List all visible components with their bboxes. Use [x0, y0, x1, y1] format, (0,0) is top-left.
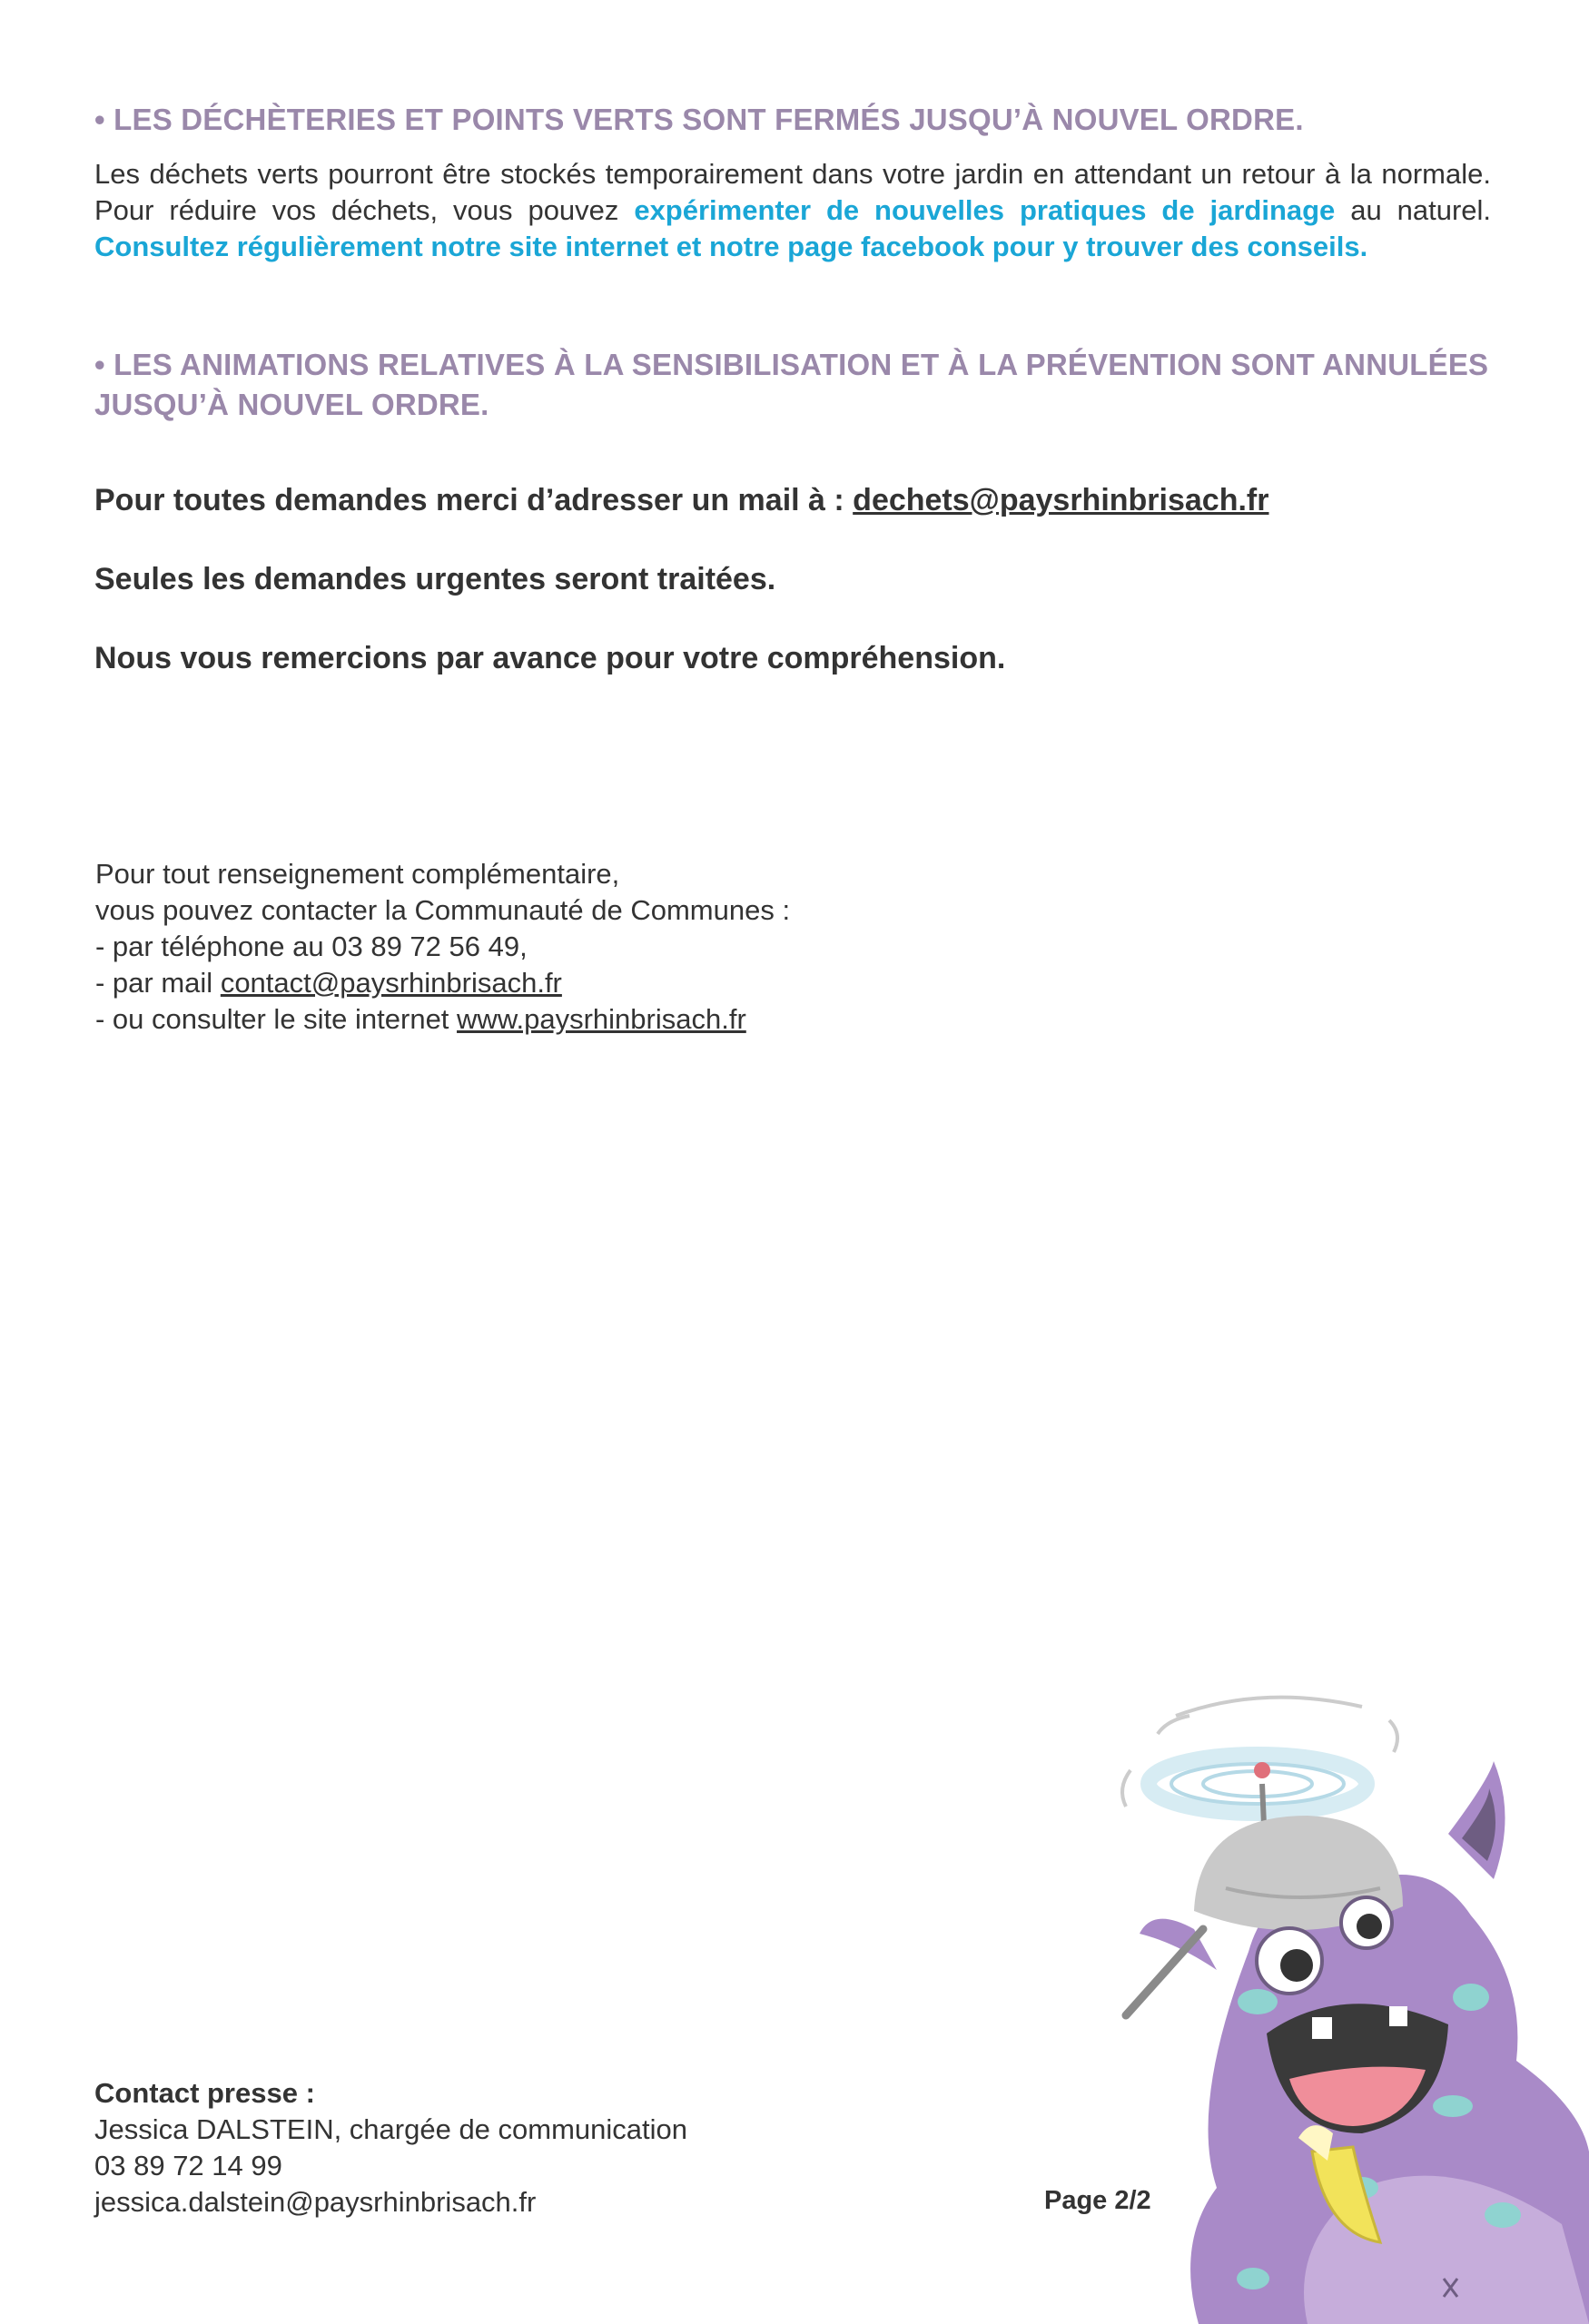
- contact-email-link[interactable]: contact@paysrhinbrisach.fr: [220, 967, 562, 999]
- section2-heading-line1: • LES ANIMATIONS RELATIVES À LA SENSIBILISATION ET À LA PRÉVENTION SONT ANNULÉES: [94, 348, 1489, 381]
- gardening-practices-link[interactable]: expérimenter de nouvelles pratiques de jardinage: [634, 194, 1336, 226]
- dechets-email-link[interactable]: dechets@paysrhinbrisach.fr: [853, 483, 1269, 517]
- info-line-5: [95, 1001, 790, 1038]
- info-line-4: [95, 965, 790, 1001]
- press-contact-phone: 03 89 72 14 99: [94, 2150, 282, 2181]
- press-contact: [94, 2075, 687, 2221]
- mail-notice: [94, 483, 1268, 518]
- press-contact-email: jessica.dalstein@paysrhinbrisach.fr: [94, 2186, 537, 2218]
- press-contact-label: Contact presse :: [94, 2077, 315, 2109]
- section1-heading: • LES DÉCHÈTERIES ET POINTS VERTS SONT FERMÉS JUSQU’À NOUVEL ORDRE.: [94, 103, 1304, 136]
- info-mail-prefix: - par mail: [95, 967, 221, 999]
- website-link[interactable]: www.paysrhinbrisach.fr: [457, 1003, 746, 1035]
- info-line-2: vous pouvez contacter la Communauté de Communes :: [95, 894, 791, 926]
- monster-mascot-illustration: [1090, 1679, 1589, 2324]
- section2-heading-line2: JUSQU’À NOUVEL ORDRE.: [94, 388, 489, 421]
- thanks-notice: Nous vous remercions par avance pour votre compréhension.: [94, 641, 1006, 675]
- consult-website-link[interactable]: Consultez régulièrement notre site internet et notre page facebook pour y trouver des conseils.: [94, 231, 1368, 262]
- urgent-notice: Seules les demandes urgentes seront traitées.: [94, 562, 776, 596]
- info-block: [95, 856, 790, 1038]
- press-contact-name: Jessica DALSTEIN, chargée de communication: [94, 2113, 688, 2145]
- section2-heading: [94, 345, 1511, 425]
- info-line-3: - par téléphone au 03 89 72 56 49,: [95, 931, 528, 962]
- info-line-1: Pour tout renseignement complémentaire,: [95, 858, 620, 890]
- section1-text-a: Les déchets verts pourront être stockés temporairement dans votre jardin en attendant un retour à la normale. Pour réduire vos déchets, vous pouvez: [94, 158, 1491, 226]
- section1-text-b: au naturel.: [1335, 194, 1492, 226]
- page-number: Page 2/2: [1044, 2186, 1151, 2215]
- info-site-prefix: - ou consulter le site internet: [95, 1003, 458, 1035]
- propeller-icon: [1122, 1698, 1397, 1813]
- mail-notice-text: Pour toutes demandes merci d’adresser un mail à :: [94, 483, 854, 517]
- section1-paragraph: [94, 156, 1491, 265]
